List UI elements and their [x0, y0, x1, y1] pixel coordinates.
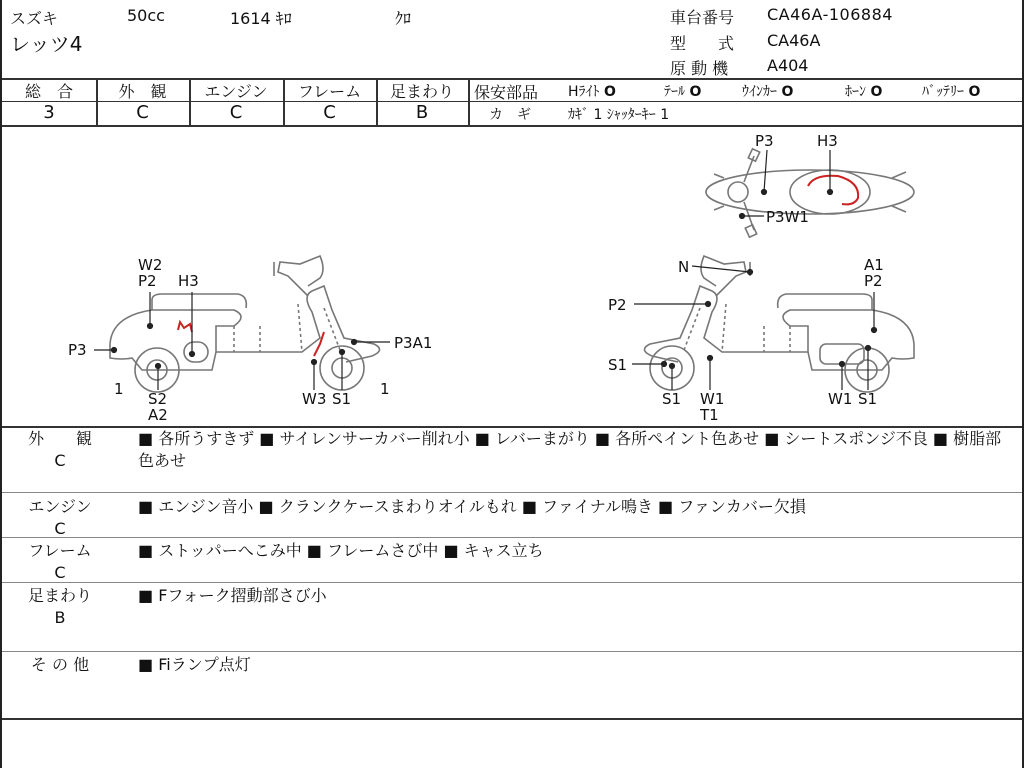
- label-left-s2: S2: [148, 390, 168, 408]
- label-right-a1: A1: [864, 256, 884, 274]
- safety-mark-tail: O: [689, 84, 702, 100]
- score-value-exterior: C: [136, 102, 149, 123]
- model-name: レッツ4: [10, 32, 83, 56]
- label-left-h3: H3: [178, 272, 199, 290]
- remark-text-exterior: ■ 各所うすきず ■ サイレンサーカバー削れ小 ■ レバーまがり ■ 各所ペイント色あせ ■ シートスポンジ不良 ■ 樹脂部色あせ: [138, 429, 1002, 470]
- top-view-scooter: [706, 149, 914, 237]
- remark-category-exterior: 外 観 C: [22, 428, 98, 472]
- key-label: カ ギ: [489, 107, 531, 123]
- displacement: 50cc: [127, 6, 165, 25]
- key-value: ｶｷﾞ 1 ｼｬｯﾀｰｷｰ 1: [568, 107, 670, 123]
- engine-value: A404: [767, 56, 809, 75]
- remark-grade-frame: C: [54, 563, 66, 582]
- safety-item-battery: ﾊﾞｯﾃﾘｰ O: [922, 84, 981, 100]
- mileage: 1614 ｷﾛ: [230, 9, 292, 28]
- remark-text-suspension: ■ Fフォーク摺動部さび小: [138, 586, 327, 605]
- score-value-total: 3: [43, 102, 55, 123]
- label-right-w1-rear: W1: [828, 390, 853, 408]
- label-right-p2-upper: P2: [864, 272, 883, 290]
- label-right-t1: T1: [700, 406, 719, 424]
- type-label: 型 式: [670, 34, 735, 53]
- label-left-w3: W3: [302, 390, 327, 408]
- safety-item-horn: ﾎｰﾝ O: [845, 84, 883, 100]
- score-label-exterior: 外 観: [118, 82, 167, 101]
- remark-text-frame: ■ ストッパーへこみ中 ■ フレームさび中 ■ キャス立ち: [138, 541, 544, 560]
- label-left-p3a1: P3A1: [394, 334, 433, 352]
- safety-title: 保安部品: [474, 83, 539, 102]
- label-right-n: N: [678, 258, 690, 276]
- safety-item-headlight: Hﾗｲﾄ O: [568, 84, 616, 100]
- remark-category-engine: エンジン C: [22, 496, 98, 540]
- remark-category-other: そ の 他: [30, 655, 90, 674]
- remark-text-other: ■ Fiランプ点灯: [138, 655, 251, 674]
- damage-mark-top: [808, 176, 858, 205]
- remark-grade-suspension: B: [54, 608, 66, 627]
- label-top-p3: P3: [755, 132, 774, 150]
- damage-diagram: [2, 126, 1022, 426]
- label-top-h3: H3: [817, 132, 838, 150]
- type-value: CA46A: [767, 31, 821, 50]
- remark-category-suspension: 足まわり B: [22, 585, 98, 629]
- label-left-p3: P3: [68, 341, 87, 359]
- label-top-p3w1: P3W1: [766, 208, 809, 226]
- engine-label: 原 動 機: [670, 59, 729, 78]
- safety-mark-horn: O: [870, 84, 883, 100]
- safety-mark-headlight: O: [603, 84, 616, 100]
- remark-grade-exterior: C: [54, 451, 66, 470]
- label-left-s1: S1: [332, 390, 352, 408]
- label-right-s1-front: S1: [608, 356, 628, 374]
- score-label-total: 総 合: [24, 82, 73, 101]
- safety-mark-battery: O: [968, 84, 981, 100]
- score-value-suspension: B: [415, 102, 429, 123]
- label-left-1b: 1: [380, 380, 390, 398]
- damage-mark-left-body: [178, 322, 192, 332]
- safety-item-winker: ｳｲﾝｶｰ O: [742, 84, 794, 100]
- color: ｸﾛ: [395, 9, 412, 28]
- score-value-frame: C: [323, 102, 336, 123]
- safety-mark-winker: O: [781, 84, 794, 100]
- remark-category-frame: フレーム C: [22, 540, 98, 584]
- chassis-label: 車台番号: [670, 8, 735, 27]
- label-left-p2: P2: [138, 272, 157, 290]
- label-right-s1: S1: [662, 390, 682, 408]
- label-right-w1: W1: [700, 390, 725, 408]
- score-value-engine: C: [229, 102, 243, 123]
- label-right-p2: P2: [608, 296, 627, 314]
- remark-text-engine: ■ エンジン音小 ■ クランクケースまわりオイルもれ ■ ファイナル鳴き ■ ファンカバー欠損: [138, 497, 806, 516]
- safety-item-tail: ﾃｰﾙ O: [664, 84, 702, 100]
- label-right-s1-rear: S1: [858, 390, 878, 408]
- label-left-a2: A2: [148, 406, 168, 424]
- label-left-w2: W2: [138, 256, 163, 274]
- score-label-suspension: 足まわり: [389, 82, 454, 101]
- score-label-engine: エンジン: [204, 82, 268, 101]
- chassis-number: CA46A-106884: [767, 5, 893, 24]
- remark-grade-engine: C: [54, 519, 66, 538]
- score-label-frame: フレーム: [297, 82, 362, 101]
- maker: スズキ: [10, 9, 59, 28]
- label-left-1a: 1: [114, 380, 124, 398]
